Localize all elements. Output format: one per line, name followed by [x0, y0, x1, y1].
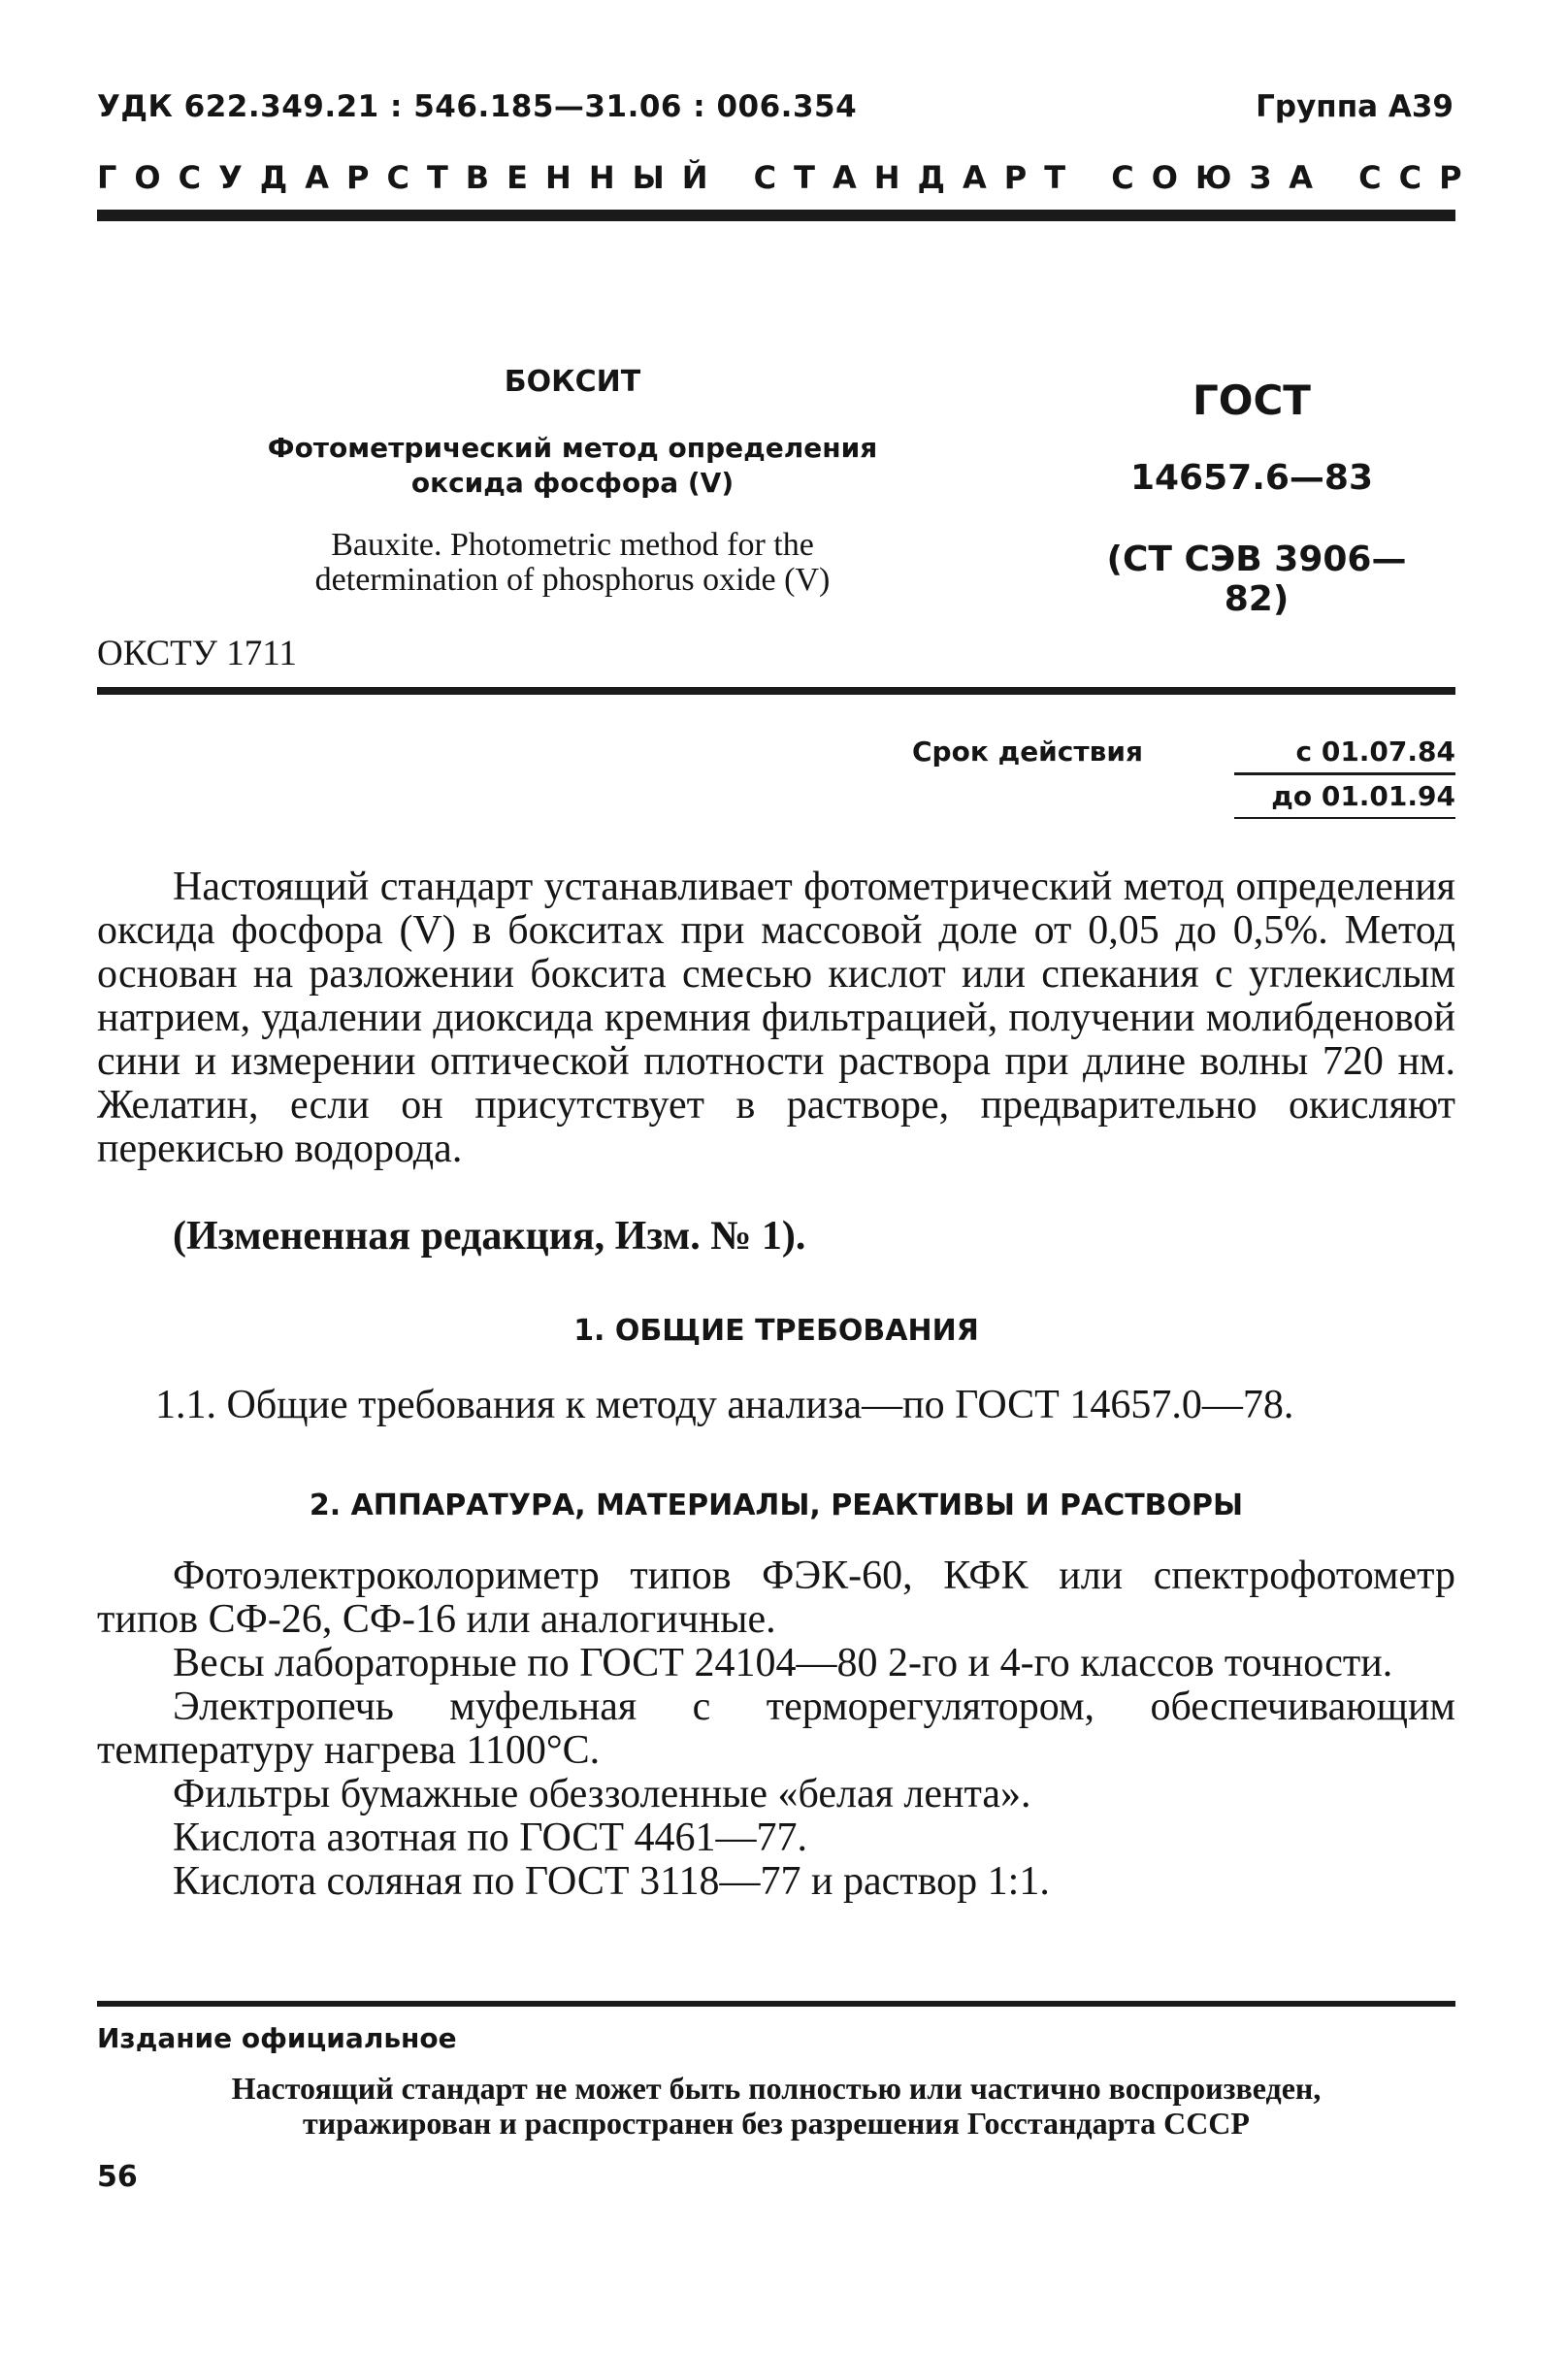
list-item: Фильтры бумажные обеззоленные «белая лента». [173, 1772, 1031, 1816]
list-item: Кислота азотная по ГОСТ 4461—77. [173, 1815, 807, 1860]
english-title-line-1: Bauxite. Photometric method for the [331, 527, 814, 563]
section-1-heading: 1. ОБЩИЕ ТРЕБОВАНИЯ [573, 1314, 979, 1348]
list-item: Весы лабораторные по ГОСТ 24104—80 2-го и 4-го классов точности. [173, 1641, 1393, 1685]
bottom-rule [97, 2001, 1455, 2007]
list-item: Фотоэлектроколориметр типов ФЭК-60, КФК или спектрофотометр типов СФ-26, СФ-16 или аналогичные. [97, 1554, 1455, 1642]
list-item: Кислота соляная по ГОСТ 3118—77 и раствор 1:1. [173, 1859, 1050, 1904]
subtitle-line-1: Фотометрический метод определения [267, 432, 878, 464]
notice-line-1: Настоящий стандарт не может быть полностью или частично воспроизведен, [231, 2071, 1322, 2106]
subtitle-line-2: оксида фосфора (V) [410, 467, 735, 499]
middle-rule [97, 687, 1455, 695]
section-2-heading: 2. АППАРАТУРА, МАТЕРИАЛЫ, РЕАКТИВЫ И РАСТВОРЫ [309, 1488, 1244, 1522]
group-code: Группа А39 [1256, 89, 1454, 124]
udc-code: УДК 622.349.21 : 546.185—31.06 : 006.354 [97, 89, 858, 124]
english-title-line-2: determination of phosphorus oxide (V) [314, 562, 831, 598]
top-rule [97, 210, 1455, 221]
revision-note: (Измененная редакция, Изм. № 1). [173, 1214, 806, 1259]
list-item: Электропечь муфельная с терморегулятором, обеспечивающим температуру нагрева 1100°С. [97, 1684, 1455, 1773]
validity-from: с 01.07.84 [1295, 736, 1455, 768]
section-2-list [97, 1554, 1455, 1904]
oksu-code: ОКСТУ 1711 [97, 634, 297, 673]
document-subtitle [213, 431, 931, 501]
state-standard-banner: ГОСУДАРСТВЕННЫЙ СТАНДАРТ СОЮЗА ССР [97, 159, 1480, 196]
sev-reference: (СТ СЭВ 3906—82) [1106, 540, 1407, 619]
edition-label: Издание официальное [97, 2022, 457, 2054]
intro-paragraph: Настоящий стандарт устанавливает фотометрический метод определения оксида фосфора (V) в бокситах при массовой доле от 0,05 до 0,5%. Метод основан на разложении боксита смесью кислот или спекания с углекислым натрием, удалении диоксида кремния фильтрацией, получении молибденовой сини и измерении оптической плотности раствора при длине волны 720 нм. Желатин, если он присутствует в растворе, предварительно окисляют перекисью водорода. [97, 865, 1455, 1171]
document-title: БОКСИТ [504, 365, 641, 399]
gost-label: ГОСТ [1192, 376, 1311, 424]
english-title [213, 528, 931, 598]
copyright-notice [97, 2071, 1455, 2141]
section-1-item: 1.1. Общие требования к методу анализа—по ГОСТ 14657.0—78. [155, 1383, 1294, 1427]
validity-underline [1234, 817, 1455, 819]
validity-to: до 01.01.94 [1271, 780, 1455, 812]
validity-label: Срок действия [912, 736, 1143, 768]
page-number: 56 [97, 2160, 138, 2194]
gost-number: 14657.6—83 [1129, 458, 1374, 498]
validity-divider [1234, 772, 1455, 775]
notice-line-2: тиражирован и распространен без разрешения Госстандарта СССР [303, 2106, 1250, 2141]
